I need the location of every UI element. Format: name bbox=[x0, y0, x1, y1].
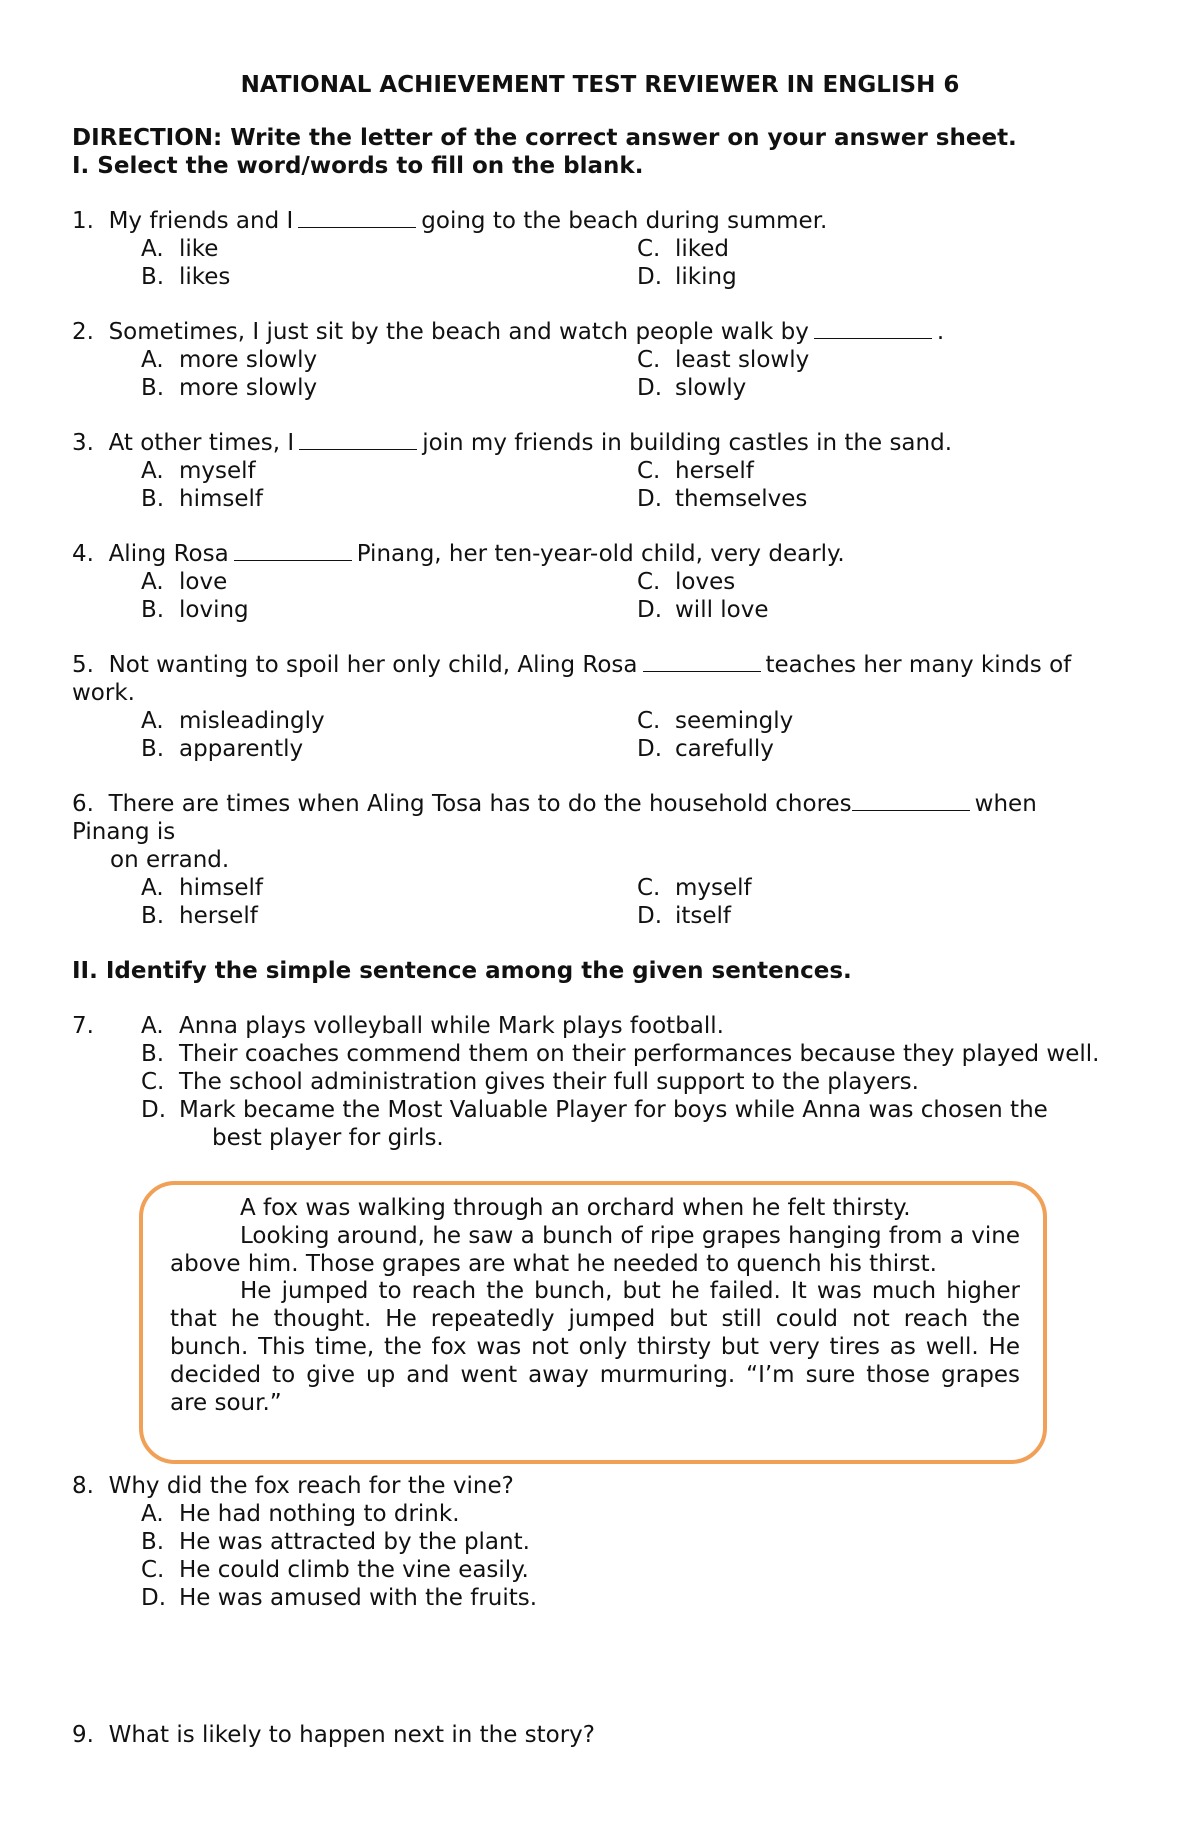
question-6: 6. There are times when Aling Tosa has to do the household chores when bbox=[72, 791, 1037, 817]
story-text bbox=[170, 1195, 1020, 1417]
q7-option-c: C. The school administration gives their full support to the players. bbox=[141, 1069, 919, 1095]
section-2-heading: II. Identify the simple sentence among the given sentences. bbox=[72, 958, 852, 984]
q4-option-c: C. loves bbox=[637, 569, 736, 595]
q2-option-c: C. least slowly bbox=[637, 347, 810, 373]
q2-option-b: B. more slowly bbox=[141, 375, 318, 401]
question-6-continuation: Pinang is bbox=[72, 819, 176, 845]
q5-option-c: C. seemingly bbox=[637, 708, 794, 734]
q4-option-b: B. loving bbox=[141, 597, 249, 623]
q2-option-a: A. more slowly bbox=[141, 347, 318, 373]
q1-option-a: A. like bbox=[141, 236, 219, 262]
q6-option-a: A. himself bbox=[141, 875, 263, 901]
question-1: 1. My friends and I going to the beach during summer. bbox=[72, 208, 828, 234]
story-paragraph-3: He jumped to reach the bunch, but he failed. It was much higher that he thought. He repeatedly jumped but still could not reach the bunch. This time, the fox was not only thirsty but very tires as well. He decided to give up and went away murmuring. “I’m sure those grapes are sour.” bbox=[170, 1278, 1020, 1416]
q1-option-b: B. likes bbox=[141, 264, 231, 290]
q6-option-c: C. myself bbox=[637, 875, 752, 901]
q6-option-d: D. itself bbox=[637, 903, 732, 929]
q8-option-b: B. He was attracted by the plant. bbox=[141, 1529, 530, 1555]
q8-option-c: C. He could climb the vine easily. bbox=[141, 1557, 529, 1583]
q3-option-b: B. himself bbox=[141, 486, 263, 512]
section-1-heading: I. Select the word/words to fill on the blank. bbox=[72, 153, 644, 179]
question-7-number: 7. bbox=[72, 1013, 94, 1039]
q2-option-d: D. slowly bbox=[637, 375, 747, 401]
q3-option-d: D. themselves bbox=[637, 486, 808, 512]
answer-blank bbox=[814, 318, 932, 339]
q5-option-b: B. apparently bbox=[141, 736, 304, 762]
page-title: NATIONAL ACHIEVEMENT TEST REVIEWER IN ENGLISH 6 bbox=[240, 72, 960, 98]
question-8: 8. Why did the fox reach for the vine? bbox=[72, 1473, 514, 1499]
answer-blank bbox=[234, 540, 352, 561]
question-4: 4. Aling Rosa Pinang, her ten-year-old child, very dearly. bbox=[72, 541, 845, 567]
question-3: 3. At other times, I join my friends in building castles in the sand. bbox=[72, 430, 953, 456]
q8-option-a: A. He had nothing to drink. bbox=[141, 1501, 460, 1527]
q4-option-a: A. love bbox=[141, 569, 228, 595]
question-5-continuation: work. bbox=[72, 680, 135, 706]
question-6-continuation-2: on errand. bbox=[110, 847, 230, 873]
q4-option-d: D. will love bbox=[637, 597, 769, 623]
q8-option-d: D. He was amused with the fruits. bbox=[141, 1585, 538, 1611]
story-box bbox=[139, 1181, 1047, 1464]
story-paragraph-1: A fox was walking through an orchard when he felt thirsty. bbox=[240, 1195, 911, 1221]
story-paragraph-2: Looking around, he saw a bunch of ripe grapes hanging from a vine above him. Those grapes are what he needed to quench his thirst. bbox=[170, 1222, 1020, 1277]
q1-option-d: D. liking bbox=[637, 264, 737, 290]
question-9: 9. What is likely to happen next in the story? bbox=[72, 1722, 596, 1748]
question-2: 2. Sometimes, I just sit by the beach and watch people walk by . bbox=[72, 319, 945, 345]
direction-text: DIRECTION: Write the letter of the correct answer on your answer sheet. bbox=[72, 125, 1017, 151]
question-5: 5. Not wanting to spoil her only child, Aling Rosa teaches her many kinds of bbox=[72, 652, 1072, 678]
q3-option-a: A. myself bbox=[141, 458, 256, 484]
q7-option-d: D. Mark became the Most Valuable Player for boys while Anna was chosen the bbox=[141, 1097, 1048, 1123]
q7-option-d-continuation: best player for girls. bbox=[212, 1125, 444, 1151]
answer-blank bbox=[852, 790, 970, 811]
answer-blank bbox=[643, 651, 761, 672]
q5-option-d: D. carefully bbox=[637, 736, 774, 762]
q7-option-a: A. Anna plays volleyball while Mark plays football. bbox=[141, 1013, 724, 1039]
q3-option-c: C. herself bbox=[637, 458, 754, 484]
answer-blank bbox=[298, 207, 416, 228]
answer-blank bbox=[299, 429, 417, 450]
q7-option-b: B. Their coaches commend them on their performances because they played well. bbox=[141, 1041, 1100, 1067]
q6-option-b: B. herself bbox=[141, 903, 258, 929]
q5-option-a: A. misleadingly bbox=[141, 708, 325, 734]
q1-option-c: C. liked bbox=[637, 236, 730, 262]
